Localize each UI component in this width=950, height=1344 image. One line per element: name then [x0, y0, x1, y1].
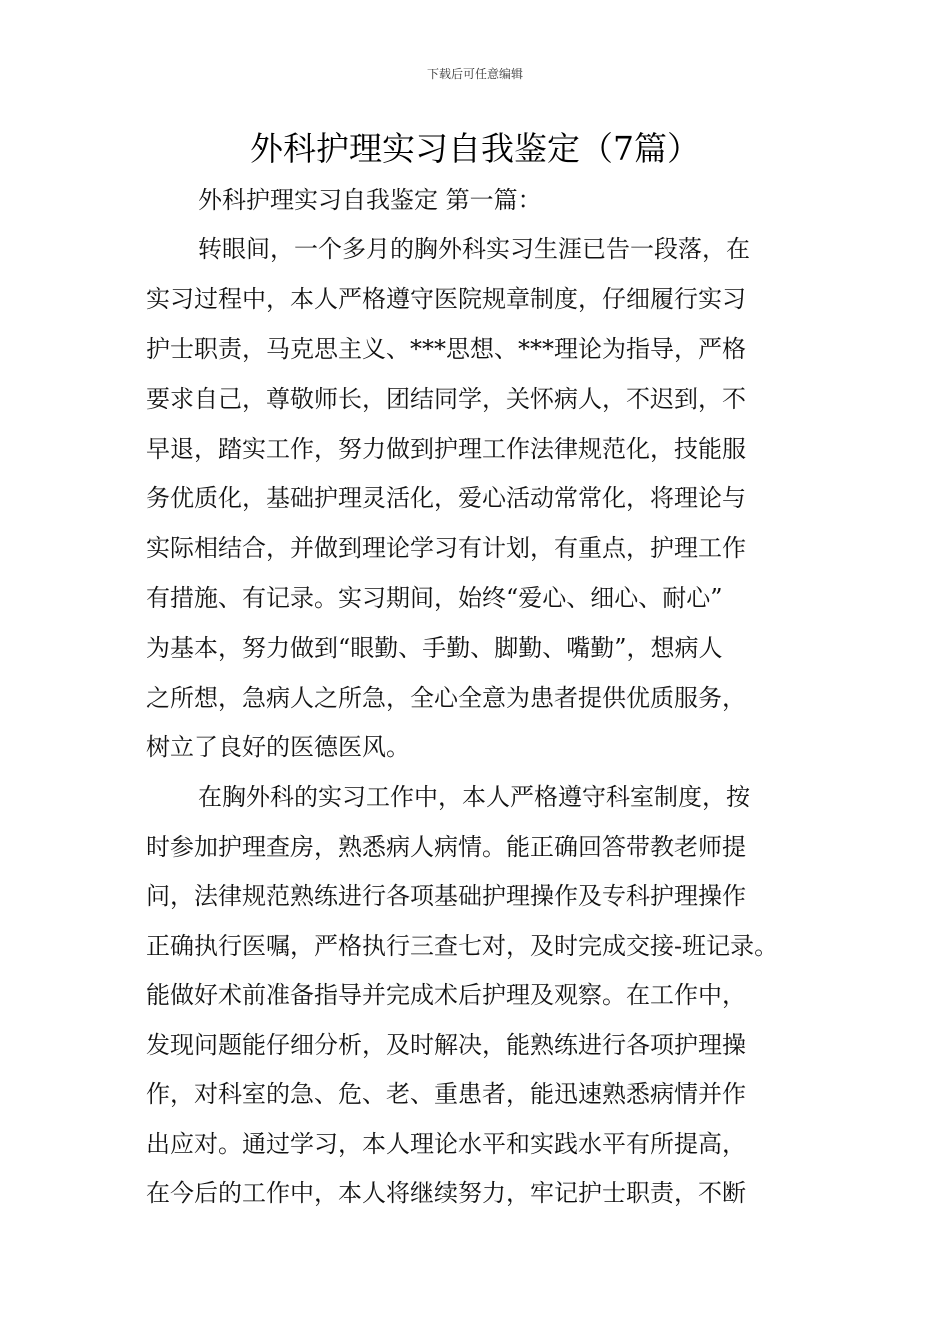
- paragraph-line: 正确执行医嘱，严格执行三查七对，及时完成交接-班记录。: [146, 932, 779, 960]
- paragraph-line: 有措施、有记录。实习期间，始终“爱心、细心、耐心”: [146, 584, 723, 612]
- paragraph-line: 问，法律规范熟练进行各项基础护理操作及专科护理操作: [146, 882, 746, 910]
- paragraph-line: 要求自己，尊敬师长，团结同学，关怀病人，不迟到，不: [146, 385, 746, 413]
- paragraph-line: 早退，踏实工作，努力做到护理工作法律规范化，技能服: [146, 435, 746, 463]
- paragraph-line: 务优质化，基础护理灵活化，爱心活动常常化，将理论与: [146, 484, 746, 512]
- paragraph-line: 在胸外科的实习工作中，本人严格遵守科室制度，按: [198, 783, 750, 811]
- paragraph-line: 作，对科室的急、危、老、重患者，能迅速熟悉病情并作: [146, 1080, 746, 1108]
- paragraph-line: 为基本，努力做到“眼勤、手勤、脚勤、嘴勤”，想病人: [146, 634, 723, 662]
- header-note: 下载后可任意编辑: [426, 67, 523, 81]
- paragraph-line: 出应对。通过学习，本人理论水平和实践水平有所提高，: [146, 1130, 746, 1158]
- paragraph-line: 护士职责，马克思主义、***思想、***理论为指导，严格: [146, 335, 746, 363]
- paragraph-line: 在今后的工作中，本人将继续努力，牢记护士职责，不断: [146, 1179, 746, 1207]
- paragraph-line: 实际相结合，并做到理论学习有计划，有重点，护理工作: [146, 534, 746, 562]
- document-title: 外科护理实习自我鉴定（7篇）: [250, 129, 700, 168]
- paragraph-line: 之所想，急病人之所急，全心全意为患者提供优质服务，: [146, 684, 746, 712]
- paragraph-line: 树立了良好的医德医风。: [146, 733, 410, 761]
- section-heading: 外科护理实习自我鉴定 第一篇：: [198, 186, 542, 214]
- paragraph-line: 实习过程中，本人严格遵守医院规章制度，仔细履行实习: [146, 285, 746, 313]
- paragraph-line: 转眼间，一个多月的胸外科实习生涯已告一段落，在: [198, 235, 750, 263]
- paragraph-line: 时参加护理查房，熟悉病人病情。能正确回答带教老师提: [146, 833, 746, 861]
- paragraph-line: 发现问题能仔细分析，及时解决，能熟练进行各项护理操: [146, 1031, 746, 1059]
- paragraph-line: 能做好术前准备指导并完成术后护理及观察。在工作中，: [146, 981, 746, 1009]
